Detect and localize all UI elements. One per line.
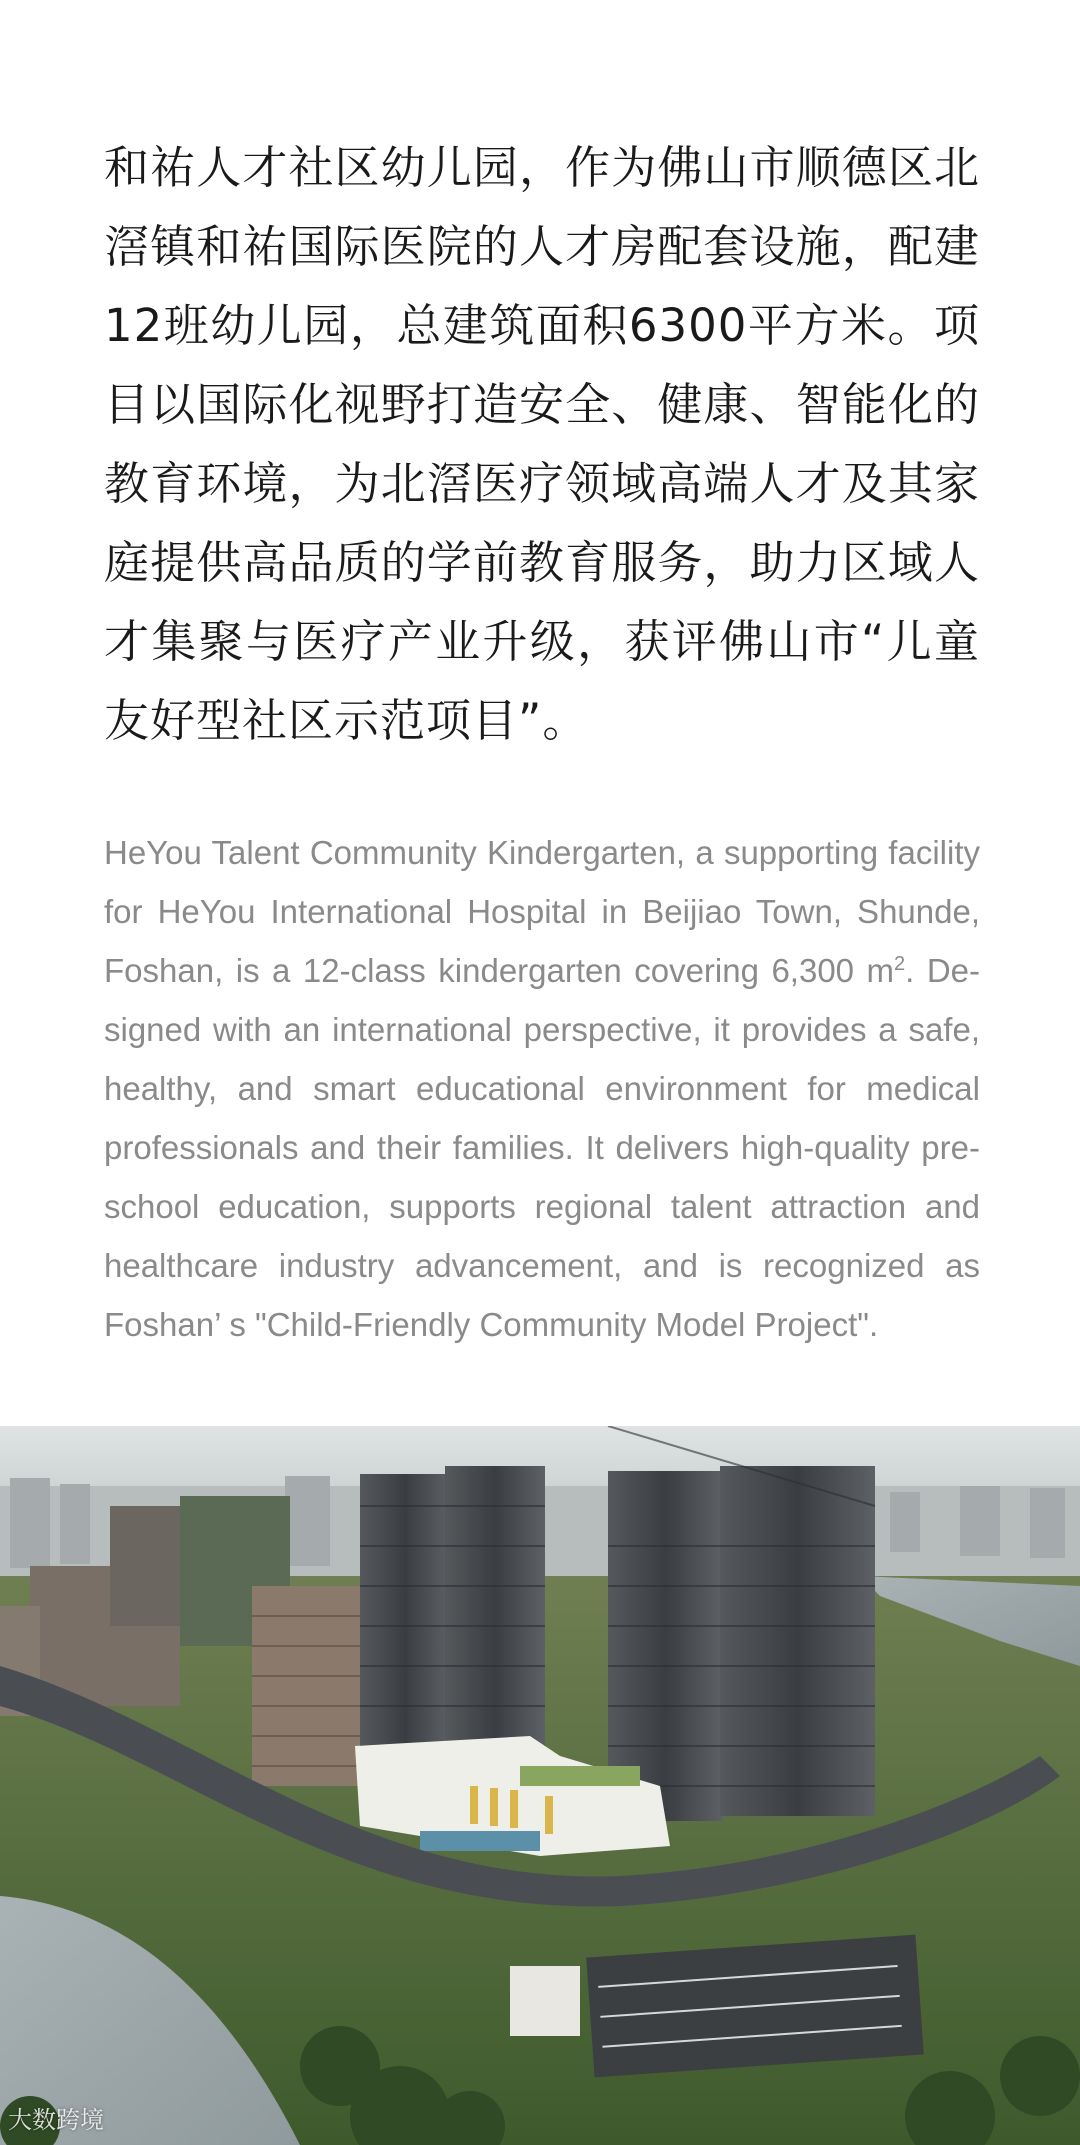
english-description xyxy=(104,823,980,1354)
watermark-logo: 大数跨境 xyxy=(8,2106,104,2134)
english-description-part1: HeYou Talent Community Kindergarten, a supporting facility for HeYou International Hospital in Beijiao Town, Shunde, Foshan, is a 12-class kindergarten covering 6,300 m xyxy=(104,834,980,989)
aerial-photo xyxy=(0,1426,1080,2145)
aerial-photo-illustration xyxy=(0,1426,1080,2145)
english-description-part2: . Designed with an international perspective, it provides a safe, healthy, and smart educational environment for medical professionals and their families. It delivers high-quality preschool education, supports regional talent attraction and healthcare industry advancement, and is recognized as Foshan’ s "Child-Friendly Community Model Project". xyxy=(104,952,981,1343)
chinese-description: 和祐人才社区幼儿园，作为佛山市顺德区北滘镇和祐国际医院的人才房配套设施，配建12班幼儿园，总建筑面积6300平方米。项目以国际化视野打造安全、健康、智能化的教育环境，为北滘医疗领域高端人才及其家庭提供高品质的学前教育服务，助力区域人才集聚与医疗产业升级，获评佛山市“儿童友好型社区示范项目”。 xyxy=(104,141,980,747)
area-unit-superscript: 2 xyxy=(894,953,906,975)
